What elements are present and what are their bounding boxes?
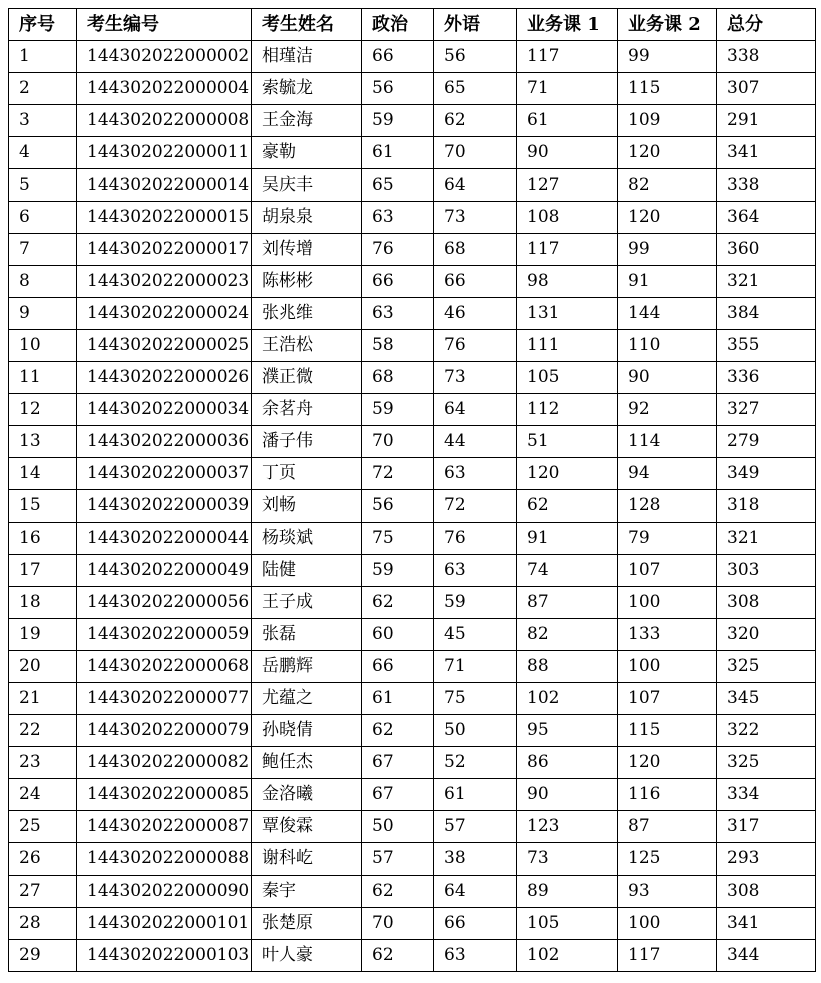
cell-politics: 65 (362, 169, 434, 201)
table-row (9, 233, 816, 265)
header-row (9, 9, 816, 41)
cell-seq: 19 (9, 618, 77, 650)
cell-foreign-language: 52 (434, 747, 517, 779)
cell-subject-2: 116 (618, 779, 717, 811)
cell-candidate-id: 144302022000025 (77, 329, 252, 361)
cell-seq: 2 (9, 73, 77, 105)
cell-subject-2: 117 (618, 939, 717, 971)
cell-subject-1: 111 (517, 329, 618, 361)
cell-politics: 62 (362, 939, 434, 971)
cell-foreign-language: 44 (434, 426, 517, 458)
cell-total: 344 (717, 939, 816, 971)
cell-subject-2: 115 (618, 73, 717, 105)
cell-total: 325 (717, 650, 816, 682)
cell-foreign-language: 57 (434, 811, 517, 843)
cell-politics: 62 (362, 586, 434, 618)
cell-candidate-name: 覃俊霖 (252, 811, 362, 843)
cell-candidate-id: 144302022000011 (77, 137, 252, 169)
cell-foreign-language: 45 (434, 618, 517, 650)
cell-politics: 63 (362, 201, 434, 233)
cell-subject-1: 90 (517, 779, 618, 811)
cell-candidate-id: 144302022000088 (77, 843, 252, 875)
cell-subject-2: 115 (618, 715, 717, 747)
cell-politics: 62 (362, 715, 434, 747)
cell-candidate-id: 144302022000017 (77, 233, 252, 265)
cell-foreign-language: 75 (434, 682, 517, 714)
cell-candidate-name: 索毓龙 (252, 73, 362, 105)
cell-subject-1: 102 (517, 682, 618, 714)
cell-subject-1: 90 (517, 137, 618, 169)
cell-subject-2: 107 (618, 682, 717, 714)
cell-candidate-id: 144302022000087 (77, 811, 252, 843)
cell-subject-1: 123 (517, 811, 618, 843)
cell-candidate-name: 金洛曦 (252, 779, 362, 811)
cell-seq: 22 (9, 715, 77, 747)
cell-subject-2: 79 (618, 522, 717, 554)
header-subject-2: 业务课 2 (618, 9, 717, 41)
cell-foreign-language: 63 (434, 554, 517, 586)
cell-total: 355 (717, 329, 816, 361)
cell-candidate-name: 余茗舟 (252, 394, 362, 426)
cell-candidate-id: 144302022000024 (77, 297, 252, 329)
cell-candidate-id: 144302022000049 (77, 554, 252, 586)
cell-seq: 14 (9, 458, 77, 490)
cell-candidate-id: 144302022000002 (77, 41, 252, 73)
cell-politics: 76 (362, 233, 434, 265)
cell-candidate-name: 秦宇 (252, 875, 362, 907)
cell-total: 349 (717, 458, 816, 490)
cell-candidate-name: 吴庆丰 (252, 169, 362, 201)
cell-politics: 60 (362, 618, 434, 650)
cell-subject-2: 144 (618, 297, 717, 329)
cell-candidate-id: 144302022000015 (77, 201, 252, 233)
cell-total: 336 (717, 362, 816, 394)
cell-total: 384 (717, 297, 816, 329)
cell-foreign-language: 65 (434, 73, 517, 105)
cell-foreign-language: 73 (434, 362, 517, 394)
table-row (9, 137, 816, 169)
cell-candidate-id: 144302022000037 (77, 458, 252, 490)
cell-candidate-id: 144302022000077 (77, 682, 252, 714)
cell-candidate-id: 144302022000079 (77, 715, 252, 747)
cell-seq: 11 (9, 362, 77, 394)
table-row (9, 169, 816, 201)
cell-total: 318 (717, 490, 816, 522)
cell-seq: 29 (9, 939, 77, 971)
cell-politics: 58 (362, 329, 434, 361)
cell-foreign-language: 73 (434, 201, 517, 233)
cell-subject-1: 61 (517, 105, 618, 137)
cell-candidate-id: 144302022000008 (77, 105, 252, 137)
cell-candidate-name: 陈彬彬 (252, 265, 362, 297)
cell-seq: 7 (9, 233, 77, 265)
cell-candidate-name: 王子成 (252, 586, 362, 618)
cell-candidate-id: 144302022000034 (77, 394, 252, 426)
table-row (9, 715, 816, 747)
cell-total: 325 (717, 747, 816, 779)
cell-politics: 63 (362, 297, 434, 329)
cell-total: 360 (717, 233, 816, 265)
cell-seq: 3 (9, 105, 77, 137)
cell-subject-2: 94 (618, 458, 717, 490)
cell-total: 338 (717, 169, 816, 201)
cell-total: 308 (717, 586, 816, 618)
cell-total: 322 (717, 715, 816, 747)
cell-politics: 66 (362, 650, 434, 682)
cell-total: 293 (717, 843, 816, 875)
cell-subject-2: 120 (618, 137, 717, 169)
cell-total: 327 (717, 394, 816, 426)
cell-seq: 28 (9, 907, 77, 939)
cell-subject-2: 128 (618, 490, 717, 522)
cell-foreign-language: 63 (434, 939, 517, 971)
cell-foreign-language: 59 (434, 586, 517, 618)
cell-candidate-id: 144302022000039 (77, 490, 252, 522)
cell-candidate-name: 丁页 (252, 458, 362, 490)
cell-foreign-language: 50 (434, 715, 517, 747)
cell-total: 334 (717, 779, 816, 811)
cell-foreign-language: 62 (434, 105, 517, 137)
cell-subject-1: 120 (517, 458, 618, 490)
cell-politics: 59 (362, 394, 434, 426)
cell-total: 291 (717, 105, 816, 137)
cell-politics: 57 (362, 843, 434, 875)
cell-politics: 66 (362, 265, 434, 297)
cell-politics: 70 (362, 907, 434, 939)
cell-politics: 66 (362, 41, 434, 73)
cell-subject-1: 112 (517, 394, 618, 426)
cell-politics: 59 (362, 105, 434, 137)
cell-politics: 68 (362, 362, 434, 394)
cell-seq: 18 (9, 586, 77, 618)
cell-candidate-name: 刘传增 (252, 233, 362, 265)
cell-subject-2: 114 (618, 426, 717, 458)
header-total: 总分 (717, 9, 816, 41)
cell-candidate-id: 144302022000014 (77, 169, 252, 201)
cell-candidate-name: 张楚原 (252, 907, 362, 939)
cell-subject-2: 120 (618, 747, 717, 779)
cell-subject-2: 110 (618, 329, 717, 361)
cell-candidate-id: 144302022000026 (77, 362, 252, 394)
cell-foreign-language: 38 (434, 843, 517, 875)
table-row (9, 811, 816, 843)
cell-foreign-language: 64 (434, 875, 517, 907)
table-row (9, 458, 816, 490)
cell-total: 321 (717, 265, 816, 297)
table-row (9, 779, 816, 811)
cell-subject-1: 108 (517, 201, 618, 233)
cell-politics: 67 (362, 779, 434, 811)
cell-candidate-id: 144302022000044 (77, 522, 252, 554)
cell-seq: 5 (9, 169, 77, 201)
cell-politics: 62 (362, 875, 434, 907)
cell-subject-1: 127 (517, 169, 618, 201)
cell-subject-1: 86 (517, 747, 618, 779)
table-row (9, 297, 816, 329)
cell-subject-1: 105 (517, 362, 618, 394)
cell-subject-2: 87 (618, 811, 717, 843)
table-row (9, 73, 816, 105)
cell-foreign-language: 71 (434, 650, 517, 682)
cell-seq: 27 (9, 875, 77, 907)
cell-seq: 8 (9, 265, 77, 297)
cell-total: 279 (717, 426, 816, 458)
cell-subject-1: 91 (517, 522, 618, 554)
cell-subject-2: 91 (618, 265, 717, 297)
table-row (9, 394, 816, 426)
cell-seq: 24 (9, 779, 77, 811)
cell-total: 303 (717, 554, 816, 586)
cell-total: 317 (717, 811, 816, 843)
cell-candidate-name: 豪勒 (252, 137, 362, 169)
cell-foreign-language: 56 (434, 41, 517, 73)
cell-foreign-language: 63 (434, 458, 517, 490)
cell-candidate-name: 陆健 (252, 554, 362, 586)
table-row (9, 490, 816, 522)
cell-candidate-id: 144302022000056 (77, 586, 252, 618)
cell-candidate-id: 144302022000004 (77, 73, 252, 105)
cell-candidate-name: 叶人豪 (252, 939, 362, 971)
cell-subject-2: 120 (618, 201, 717, 233)
cell-subject-2: 100 (618, 907, 717, 939)
cell-seq: 16 (9, 522, 77, 554)
cell-candidate-name: 相瑾洁 (252, 41, 362, 73)
cell-seq: 4 (9, 137, 77, 169)
cell-subject-1: 131 (517, 297, 618, 329)
cell-total: 321 (717, 522, 816, 554)
table-row (9, 939, 816, 971)
table-row (9, 522, 816, 554)
cell-total: 320 (717, 618, 816, 650)
cell-subject-2: 133 (618, 618, 717, 650)
cell-seq: 23 (9, 747, 77, 779)
cell-total: 341 (717, 137, 816, 169)
table-body (9, 41, 816, 972)
cell-subject-2: 100 (618, 586, 717, 618)
table-row (9, 907, 816, 939)
cell-subject-1: 87 (517, 586, 618, 618)
header-subject-1: 业务课 1 (517, 9, 618, 41)
cell-candidate-name: 刘畅 (252, 490, 362, 522)
cell-candidate-id: 144302022000085 (77, 779, 252, 811)
cell-foreign-language: 61 (434, 779, 517, 811)
cell-politics: 56 (362, 490, 434, 522)
cell-candidate-name: 尤蕴之 (252, 682, 362, 714)
table-row (9, 201, 816, 233)
cell-seq: 21 (9, 682, 77, 714)
cell-candidate-name: 谢科屹 (252, 843, 362, 875)
cell-subject-1: 95 (517, 715, 618, 747)
header-politics: 政治 (362, 9, 434, 41)
cell-seq: 26 (9, 843, 77, 875)
cell-total: 341 (717, 907, 816, 939)
cell-foreign-language: 68 (434, 233, 517, 265)
cell-politics: 72 (362, 458, 434, 490)
cell-politics: 56 (362, 73, 434, 105)
cell-total: 308 (717, 875, 816, 907)
cell-subject-1: 102 (517, 939, 618, 971)
cell-subject-1: 105 (517, 907, 618, 939)
cell-subject-2: 92 (618, 394, 717, 426)
cell-candidate-id: 144302022000082 (77, 747, 252, 779)
table-row (9, 618, 816, 650)
cell-candidate-name: 鲍任杰 (252, 747, 362, 779)
cell-foreign-language: 46 (434, 297, 517, 329)
cell-foreign-language: 66 (434, 907, 517, 939)
table-row (9, 554, 816, 586)
cell-politics: 70 (362, 426, 434, 458)
cell-candidate-name: 濮正微 (252, 362, 362, 394)
cell-seq: 1 (9, 41, 77, 73)
header-candidate-name: 考生姓名 (252, 9, 362, 41)
cell-subject-1: 74 (517, 554, 618, 586)
cell-subject-1: 117 (517, 41, 618, 73)
cell-seq: 12 (9, 394, 77, 426)
cell-seq: 25 (9, 811, 77, 843)
cell-candidate-name: 王浩松 (252, 329, 362, 361)
cell-politics: 59 (362, 554, 434, 586)
cell-foreign-language: 64 (434, 394, 517, 426)
cell-candidate-name: 潘子伟 (252, 426, 362, 458)
header-foreign-language: 外语 (434, 9, 517, 41)
table-row (9, 875, 816, 907)
table-row (9, 682, 816, 714)
cell-seq: 15 (9, 490, 77, 522)
cell-politics: 67 (362, 747, 434, 779)
cell-subject-1: 117 (517, 233, 618, 265)
cell-candidate-name: 杨琰斌 (252, 522, 362, 554)
cell-seq: 10 (9, 329, 77, 361)
cell-seq: 9 (9, 297, 77, 329)
cell-subject-1: 98 (517, 265, 618, 297)
cell-candidate-name: 岳鹏辉 (252, 650, 362, 682)
cell-foreign-language: 76 (434, 329, 517, 361)
cell-subject-1: 51 (517, 426, 618, 458)
table-header (9, 9, 816, 41)
table-row (9, 586, 816, 618)
cell-total: 364 (717, 201, 816, 233)
cell-subject-2: 99 (618, 233, 717, 265)
cell-foreign-language: 64 (434, 169, 517, 201)
cell-foreign-language: 76 (434, 522, 517, 554)
table-row (9, 105, 816, 137)
score-table (8, 8, 816, 972)
cell-seq: 20 (9, 650, 77, 682)
cell-candidate-name: 张兆维 (252, 297, 362, 329)
cell-subject-2: 99 (618, 41, 717, 73)
cell-candidate-id: 144302022000036 (77, 426, 252, 458)
cell-candidate-id: 144302022000090 (77, 875, 252, 907)
cell-foreign-language: 72 (434, 490, 517, 522)
cell-seq: 13 (9, 426, 77, 458)
table-row (9, 843, 816, 875)
cell-foreign-language: 70 (434, 137, 517, 169)
cell-politics: 75 (362, 522, 434, 554)
table-row (9, 329, 816, 361)
table-row (9, 265, 816, 297)
cell-subject-1: 82 (517, 618, 618, 650)
header-seq: 序号 (9, 9, 77, 41)
cell-candidate-name: 王金海 (252, 105, 362, 137)
cell-subject-2: 82 (618, 169, 717, 201)
cell-total: 307 (717, 73, 816, 105)
table-row (9, 41, 816, 73)
cell-subject-1: 71 (517, 73, 618, 105)
cell-total: 345 (717, 682, 816, 714)
cell-politics: 61 (362, 137, 434, 169)
table-row (9, 650, 816, 682)
cell-candidate-id: 144302022000059 (77, 618, 252, 650)
cell-politics: 61 (362, 682, 434, 714)
cell-seq: 6 (9, 201, 77, 233)
cell-candidate-name: 胡泉泉 (252, 201, 362, 233)
cell-foreign-language: 66 (434, 265, 517, 297)
header-candidate-id: 考生编号 (77, 9, 252, 41)
table-row (9, 362, 816, 394)
cell-subject-1: 89 (517, 875, 618, 907)
table-row (9, 426, 816, 458)
cell-candidate-name: 孙晓倩 (252, 715, 362, 747)
cell-subject-2: 107 (618, 554, 717, 586)
cell-subject-2: 109 (618, 105, 717, 137)
cell-candidate-id: 144302022000068 (77, 650, 252, 682)
table-row (9, 747, 816, 779)
cell-candidate-name: 张磊 (252, 618, 362, 650)
cell-subject-2: 93 (618, 875, 717, 907)
cell-subject-1: 88 (517, 650, 618, 682)
cell-subject-1: 73 (517, 843, 618, 875)
cell-subject-1: 62 (517, 490, 618, 522)
cell-subject-2: 90 (618, 362, 717, 394)
cell-total: 338 (717, 41, 816, 73)
cell-candidate-id: 144302022000023 (77, 265, 252, 297)
cell-seq: 17 (9, 554, 77, 586)
cell-subject-2: 100 (618, 650, 717, 682)
cell-politics: 50 (362, 811, 434, 843)
cell-candidate-id: 144302022000103 (77, 939, 252, 971)
cell-candidate-id: 144302022000101 (77, 907, 252, 939)
cell-subject-2: 125 (618, 843, 717, 875)
